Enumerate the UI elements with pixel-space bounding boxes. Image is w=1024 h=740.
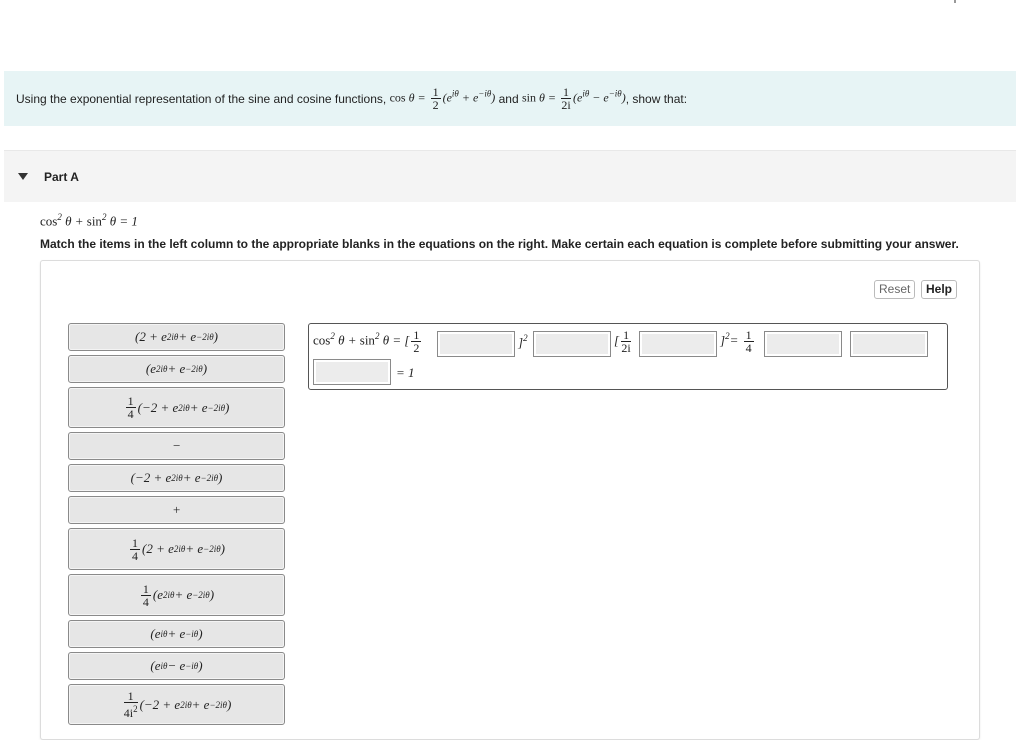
- drag-tile[interactable]: (−2 + e 2iθ + e −2iθ ): [68, 464, 285, 492]
- drag-tile[interactable]: (e iθ − e −iθ ): [68, 652, 285, 680]
- identity-to-prove: $\cos^2 \theta + \sin^2 \theta = 1$: [40, 212, 138, 229]
- intro-tail: , show that:: [625, 91, 688, 106]
- drag-tile[interactable]: $\frac{1}{4i^2}$ (−2 + e 2iθ + e −2iθ ): [68, 684, 285, 725]
- drop-blank-4[interactable]: [764, 331, 842, 357]
- drop-blank-3[interactable]: [639, 331, 717, 357]
- part-title: Part A: [44, 169, 79, 184]
- instruction-text: Match the items in the left column to the appropriate blanks in the equations on the right. Make certain each equation is complete before submitting your answer.: [40, 237, 959, 251]
- drag-tile[interactable]: (2 + e 2iθ + e −2iθ ): [68, 323, 285, 351]
- drop-blank-1[interactable]: [437, 331, 515, 357]
- drop-blank-5[interactable]: [850, 331, 928, 357]
- help-button[interactable]: Help: [921, 280, 957, 299]
- part-a-header[interactable]: [4, 150, 1016, 202]
- intro-lead: Using the exponential representation of the sine and cosine functions,: [16, 91, 387, 106]
- drag-tile-minus[interactable]: −: [68, 432, 285, 460]
- drag-tile[interactable]: $\frac{1}{4}$ (2 + e 2iθ + e −2iθ ): [68, 528, 285, 570]
- equation-sin-factor: [ $\frac{1}{2i}$: [614, 328, 631, 355]
- drop-blank-6[interactable]: [313, 359, 391, 385]
- sin-definition: sin θ = $\frac{1}{2i}$ $(e^{i\theta} - e^{-i\theta})$: [522, 85, 626, 112]
- drag-tile[interactable]: $\frac{1}{4}$ (−2 + e 2iθ + e −2iθ ): [68, 387, 285, 428]
- equation-bracket-squared: ]$^2$: [518, 333, 528, 350]
- equation-lhs: $\cos^2 \theta + \sin^2 \theta$ = [ $\frac{1}{2}$: [313, 328, 420, 355]
- cos-definition: cos θ = $\frac{1}{2}$ $(e^{i\theta} + e^{-i\theta})$: [389, 85, 496, 112]
- drag-tile[interactable]: $\frac{1}{4}$ (e 2iθ + e −2iθ ): [68, 574, 285, 616]
- equation-result: = 1: [396, 365, 415, 380]
- problem-intro: [4, 71, 1016, 126]
- intro-and: and: [498, 91, 519, 106]
- drag-tile[interactable]: (e iθ + e −iθ ): [68, 620, 285, 648]
- drop-blank-2[interactable]: [533, 331, 611, 357]
- drag-tile[interactable]: (e 2iθ + e −2iθ ): [68, 355, 285, 383]
- reset-button[interactable]: Reset: [874, 280, 915, 299]
- caret-down-icon[interactable]: [18, 173, 28, 180]
- scroll-indicator: [954, 0, 956, 3]
- equation-equals-quarter: ]$^2$= $\frac{1}{4}$: [720, 328, 752, 355]
- drag-tile-plus[interactable]: +: [68, 496, 285, 524]
